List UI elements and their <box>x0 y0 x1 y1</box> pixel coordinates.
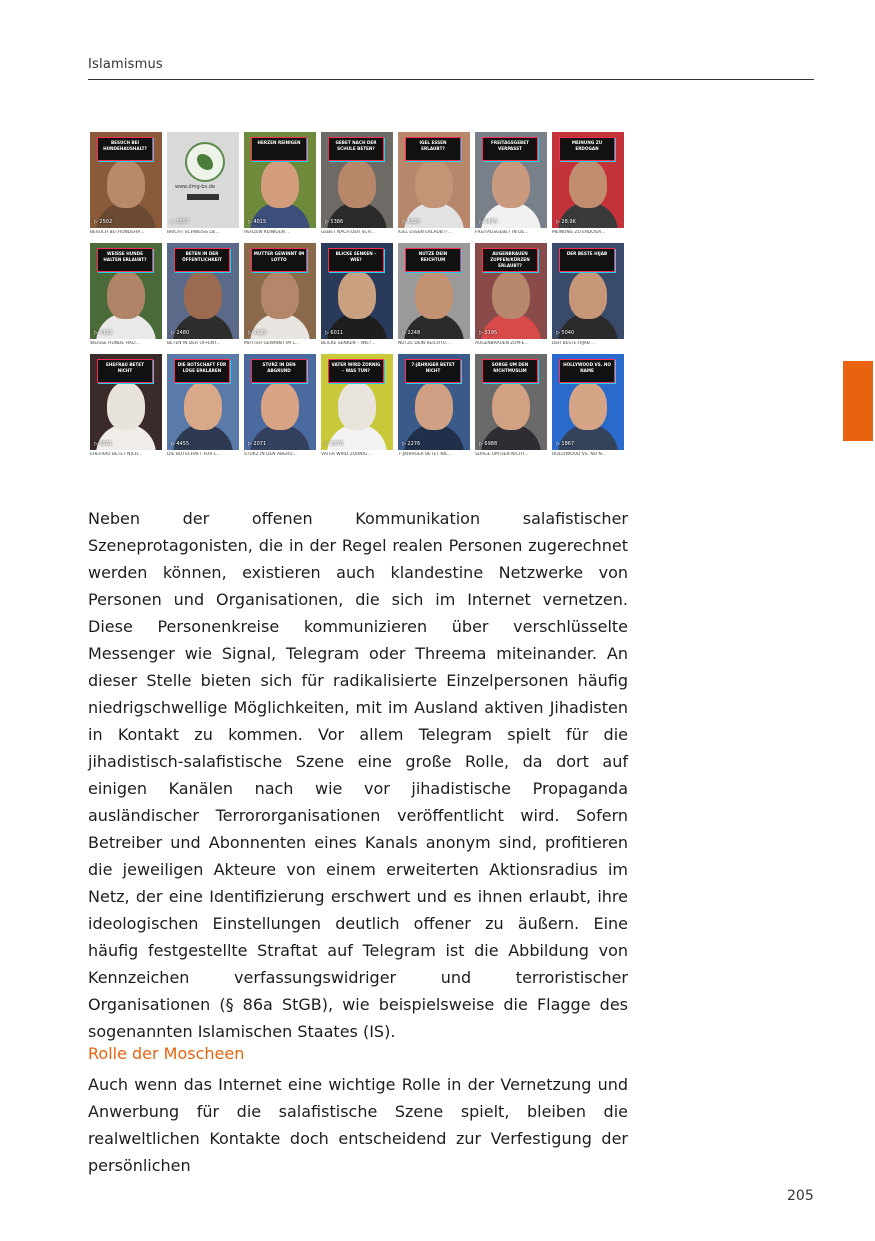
video-thumbnail <box>167 132 239 228</box>
person-face-shape <box>261 382 299 430</box>
video-thumbnail <box>321 132 393 228</box>
organization-logo-icon <box>185 142 225 182</box>
video-caption: DIE BOTSCHAFT FÜR L... <box>167 452 221 457</box>
view-count: ▷ 6988 <box>479 441 498 447</box>
thumbnail-title: WEISSE HUNDE HALTEN ERLAUBT? <box>97 248 153 272</box>
view-count: ▷ 5129 <box>248 330 267 336</box>
logo-url-text: www.dmg-bs.de <box>175 184 216 190</box>
thumbnail-title: SORGE UM DEN NICHTMUSLIM <box>482 359 538 383</box>
video-tile <box>475 354 547 459</box>
video-tile <box>398 243 470 348</box>
video-thumbnail <box>552 132 624 228</box>
video-tile <box>321 132 393 237</box>
view-count: ▷ 3195 <box>479 330 498 336</box>
video-tile <box>244 132 316 237</box>
thumbnail-title: HERZEN REINIGEN <box>251 137 307 161</box>
video-thumbnail <box>321 243 393 339</box>
video-thumbnail-grid <box>90 132 626 459</box>
video-caption: FREITAGSGEBET IN DE... <box>475 230 529 235</box>
thumbnail-title: MEINUNG ZU ERDOGAN <box>559 137 615 161</box>
video-thumbnail <box>167 354 239 450</box>
view-count: ▷ 1867 <box>556 441 575 447</box>
video-caption: WEISSE HUNDE HALT... <box>90 341 140 346</box>
thumbnail-title: 7-JÄHRIGER BETET NICHT <box>405 359 461 383</box>
video-caption: DER BESTE HIJAB ... <box>552 341 596 346</box>
video-thumbnail <box>398 132 470 228</box>
person-face-shape <box>338 160 376 208</box>
view-count: ▷ 3476 <box>479 219 498 225</box>
video-tile <box>475 243 547 348</box>
view-count: ▷ 3678 <box>325 441 344 447</box>
view-count: ▷ 28.9K <box>556 219 576 225</box>
video-caption: IGEL ESSEN ERLAUBT?... <box>398 230 452 235</box>
view-count: ▷ 2480 <box>171 330 190 336</box>
view-count: ▷ 6501 <box>94 441 113 447</box>
view-count: ▷ 6011 <box>325 330 344 336</box>
person-face-shape <box>261 271 299 319</box>
video-caption: GEBET NACH DER SCH... <box>321 230 375 235</box>
header-rule <box>88 79 814 80</box>
video-thumbnail <box>475 354 547 450</box>
video-tile <box>244 243 316 348</box>
video-tile <box>90 132 162 237</box>
person-face-shape <box>569 271 607 319</box>
person-face-shape <box>107 382 145 430</box>
thumbnail-title: DIE BOTSCHAFT FÜR LÜGE ERKLÄREN <box>174 359 230 383</box>
chapter-tab-marker <box>843 361 873 441</box>
view-count: ▷ 3557 <box>171 219 190 225</box>
video-tile <box>398 354 470 459</box>
video-thumbnail <box>475 243 547 339</box>
video-tile <box>398 132 470 237</box>
person-face-shape <box>492 160 530 208</box>
person-face-shape <box>184 382 222 430</box>
video-caption: MUTTER GEWINNT IM L... <box>244 341 300 346</box>
video-caption: BRICHT SCHWEISS DE... <box>167 230 220 235</box>
video-tile <box>167 354 239 459</box>
video-thumbnail <box>167 243 239 339</box>
thumbnail-title: IGEL ESSEN ERLAUBT? <box>405 137 461 161</box>
body-paragraph-1: Neben der offenen Kommunikation salafistischer Szeneprotagonisten, die in der Regel realen Personen zugerechnet werden können, existieren auch klandestine Netzwerke von Personen und Organisationen, die sich im Internet vernetzen. Diese Personenkreise kommunizieren über verschlüsselte Messenger wie Signal, Telegram oder Threema miteinander. An dieser Stelle bieten sich für radikalisierte Einzelpersonen häufig niedrigschwellige Möglichkeiten, mit im Ausland aktiven Jihadisten in Kontakt zu kommen. Vor allem Telegram spielt für die jihadistisch-salafistische Szene eine große Rolle, da dort auf einigen Kanälen nach wie vor jihadistische Propaganda ausländischer Terrororganisationen veröffentlicht wird. Sofern Betreiber und Abonnenten eines Kanals anonym sind, profitieren die jeweiligen Akteure von einem erweiterten Aktionsradius im Netz, der eine Identifizierung erschwert und es ihnen erlaubt, ihre ideologischen Einstellungen deutlich offener zu äußern. Eine häufig festgestellte Straftat auf Telegram ist die Abbildung von Kennzeichen verfassungswidriger und terroristischer Organisationen (§ 86a StGB), wie beispielsweise die Flagge des sogenannten Islamischen Staates (IS). <box>88 509 628 1041</box>
video-thumbnail <box>321 354 393 450</box>
video-tile <box>167 243 239 348</box>
person-face-shape <box>107 160 145 208</box>
video-thumbnail <box>90 243 162 339</box>
view-count: ▷ 5386 <box>325 219 344 225</box>
video-thumbnail <box>244 243 316 339</box>
video-tile <box>552 243 624 348</box>
video-thumbnail <box>90 132 162 228</box>
video-caption: BLICKE SENKEN – WIE?... <box>321 341 376 346</box>
logo-banner <box>187 194 219 200</box>
video-tile <box>552 354 624 459</box>
video-tile <box>167 132 239 237</box>
video-caption: NUTZE DEIN REICHTU... <box>398 341 451 346</box>
view-count: ▷ 2276 <box>402 441 421 447</box>
person-face-shape <box>415 382 453 430</box>
video-caption: BESUCH BEI HUNDEHA... <box>90 230 145 235</box>
video-tile <box>244 354 316 459</box>
video-thumbnail <box>552 243 624 339</box>
thumbnail-title: AUGENBRAUEN ZUPFEN/KÜRZEN ERLAUBT? <box>482 248 538 272</box>
person-face-shape <box>261 160 299 208</box>
video-thumbnail <box>244 354 316 450</box>
person-face-shape <box>492 382 530 430</box>
person-face-shape <box>415 160 453 208</box>
video-caption: SORGE UM DEN NICHT... <box>475 452 529 457</box>
person-face-shape <box>569 160 607 208</box>
video-caption: HERZEN REINIGEN ... <box>244 230 291 235</box>
person-face-shape <box>569 382 607 430</box>
person-face-shape <box>415 271 453 319</box>
person-face-shape <box>107 271 145 319</box>
person-face-shape <box>492 271 530 319</box>
video-caption: AUGENBRAUEN ZUPFE... <box>475 341 529 346</box>
thumbnail-title: BLICKE SENKEN – WIE? <box>328 248 384 272</box>
view-count: ▷ 4152 <box>94 330 113 336</box>
thumbnail-title: GEBET NACH DER SCHULE BETEN? <box>328 137 384 161</box>
video-tile <box>90 354 162 459</box>
person-face-shape <box>184 271 222 319</box>
video-thumbnail <box>475 132 547 228</box>
video-tile <box>475 132 547 237</box>
video-thumbnail <box>552 354 624 450</box>
video-caption: MEINUNG ZU ERDOGA... <box>552 230 606 235</box>
thumbnail-title: NUTZE DEIN REICHTUM <box>405 248 461 272</box>
thumbnail-title: STURZ IN DEN ABGRUND <box>251 359 307 383</box>
thumbnail-title: BESUCH BEI HUNDEHAUSHALT? <box>97 137 153 161</box>
video-caption: 7-JÄHRIGER BETET NIC... <box>398 452 453 457</box>
video-thumbnail <box>398 243 470 339</box>
view-count: ▷ 8125 <box>402 219 421 225</box>
video-tile <box>552 132 624 237</box>
view-count: ▷ 2071 <box>248 441 267 447</box>
video-thumbnail <box>90 354 162 450</box>
video-caption: VATER WIRD ZORNIG ... <box>321 452 373 457</box>
video-caption: EHEFRAU BETET NICH... <box>90 452 143 457</box>
video-thumbnail <box>398 354 470 450</box>
person-face-shape <box>338 382 376 430</box>
video-thumbnail <box>244 132 316 228</box>
view-count: ▷ 4015 <box>248 219 267 225</box>
video-tile <box>321 243 393 348</box>
view-count: ▷ 2248 <box>402 330 421 336</box>
video-caption: BETEN IN DER ÖFFENT... <box>167 341 221 346</box>
thumbnail-title: MUTTER GEWINNT IM LOTTO <box>251 248 307 272</box>
person-face-shape <box>338 271 376 319</box>
running-title: Islamismus <box>88 57 163 72</box>
video-caption: STURZ IN DEN ABGRU... <box>244 452 297 457</box>
video-tile <box>321 354 393 459</box>
thumbnail-title: DER BESTE HIJAB <box>559 248 615 272</box>
thumbnail-title: HOLLYWOOD VS. NO NAME <box>559 359 615 383</box>
page-number: 205 <box>787 1188 814 1204</box>
view-count: ▷ 2502 <box>94 219 113 225</box>
thumbnail-title: EHEFRAU BETET NICHT <box>97 359 153 383</box>
video-caption: HOLLYWOOD VS. NO N... <box>552 452 606 457</box>
thumbnail-title: FREITAGSGEBET VERPASST <box>482 137 538 161</box>
thumbnail-title: BETEN IN DER ÖFFENTLICHKEIT <box>174 248 230 272</box>
section-heading: Rolle der Moscheen <box>88 1044 245 1063</box>
video-tile <box>90 243 162 348</box>
view-count: ▷ 4455 <box>171 441 190 447</box>
view-count: ▷ 5040 <box>556 330 575 336</box>
body-paragraph-2: Auch wenn das Internet eine wichtige Rolle in der Vernetzung und Anwerbung für die salafistische Szene spielt, bleiben die realweltlichen Kontakte doch entscheidend zur Verfestigung der persönlichen <box>88 1075 628 1175</box>
thumbnail-title: VATER WIRD ZORNIG – WAS TUN? <box>328 359 384 383</box>
